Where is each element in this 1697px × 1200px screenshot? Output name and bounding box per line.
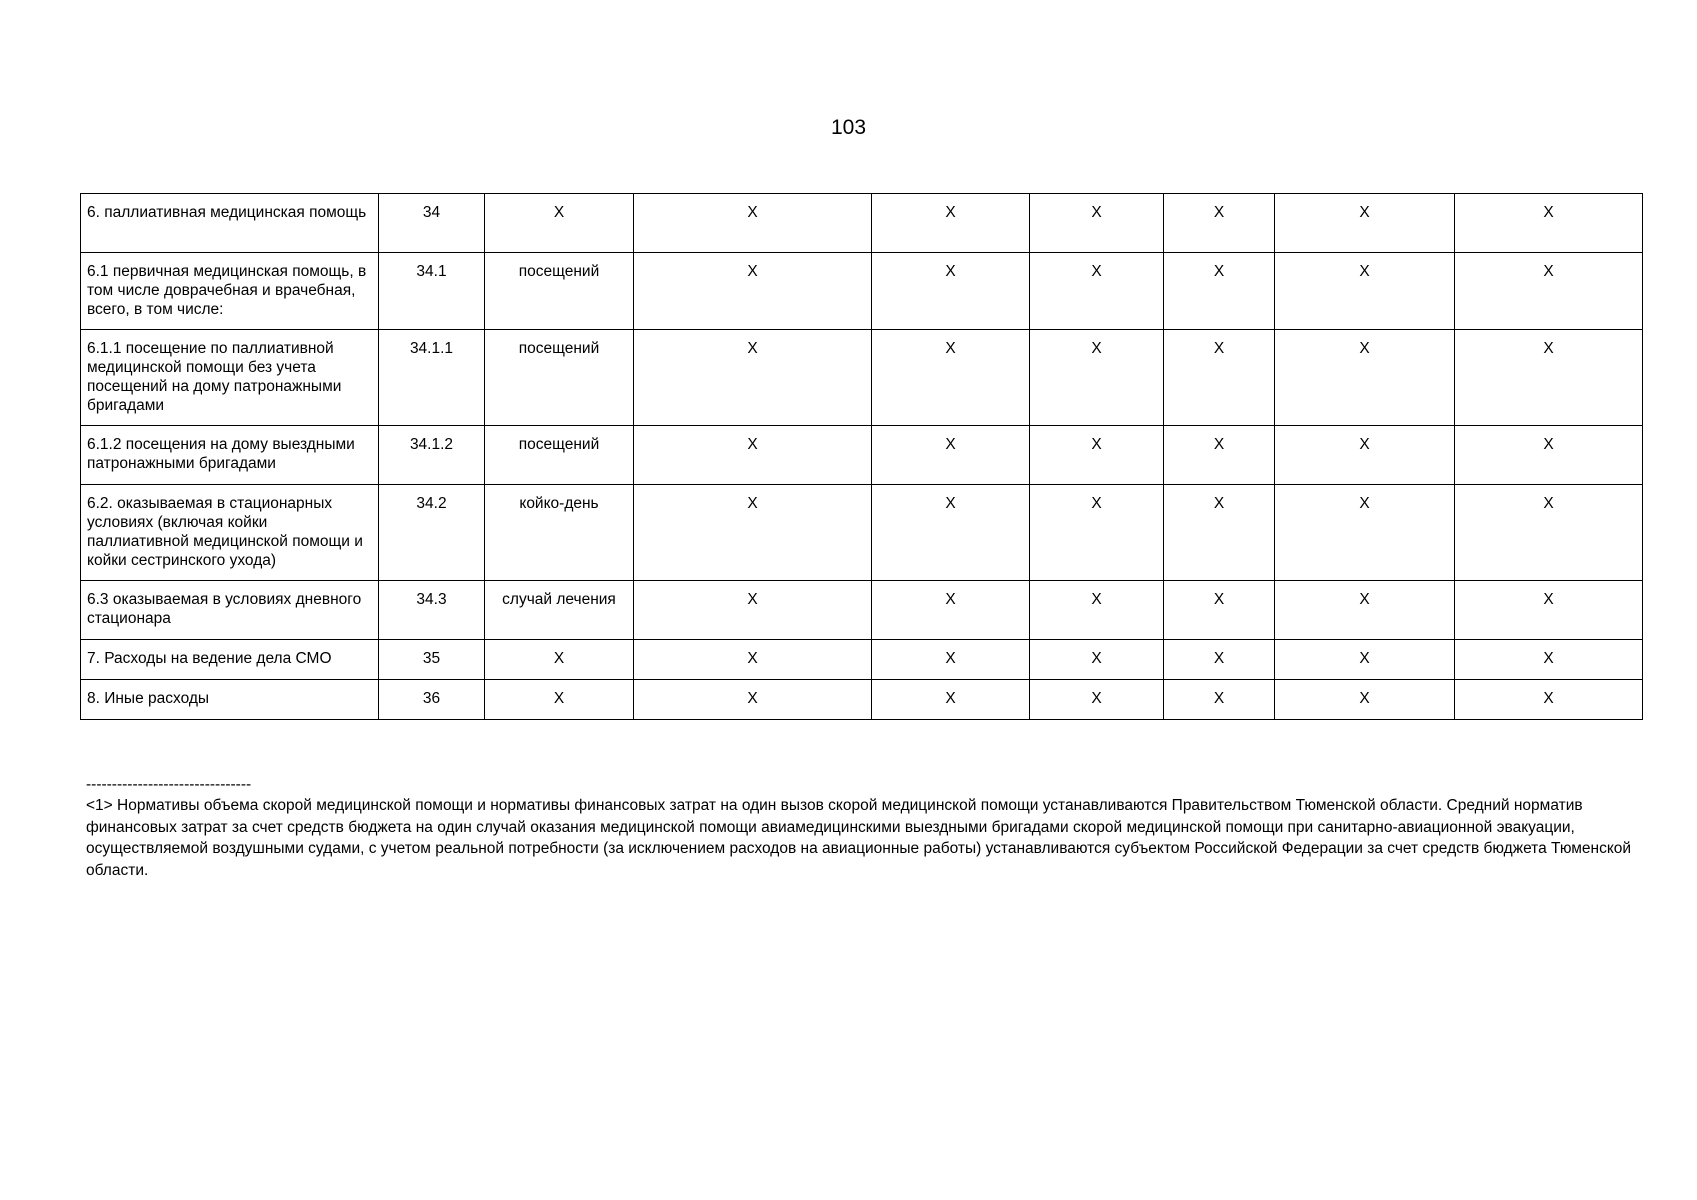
table-row bbox=[81, 330, 1643, 426]
table-row bbox=[81, 581, 1643, 640]
row-code-cell: 34 bbox=[379, 194, 485, 253]
value-cell: Х bbox=[634, 194, 872, 253]
value-cell: Х bbox=[1030, 253, 1164, 330]
value-cell: Х bbox=[1030, 330, 1164, 426]
value-cell: Х bbox=[634, 680, 872, 720]
table-row bbox=[81, 194, 1643, 253]
value-cell: Х bbox=[1455, 194, 1643, 253]
table-row bbox=[81, 640, 1643, 680]
row-unit-cell: койко-день bbox=[485, 485, 634, 581]
value-cell: Х bbox=[1030, 426, 1164, 485]
value-cell: Х bbox=[1164, 426, 1275, 485]
value-cell: Х bbox=[1275, 194, 1455, 253]
row-code-cell: 34.3 bbox=[379, 581, 485, 640]
value-cell: Х bbox=[1164, 640, 1275, 680]
value-cell: Х bbox=[1275, 485, 1455, 581]
row-name-cell: 6.2. оказываемая в стационарных условиях (включая койки паллиативной медицинской помощи и койки сестринского ухода) bbox=[81, 485, 379, 581]
financial-norms-table bbox=[80, 193, 1643, 720]
row-name-cell: 6.1.1 посещение по паллиативной медицинской помощи без учета посещений на дому патронажными бригадами bbox=[81, 330, 379, 426]
value-cell: Х bbox=[1164, 253, 1275, 330]
footnote-text: <1> Нормативы объема скорой медицинской помощи и нормативы финансовых затрат на один вызов скорой медицинской помощи устанавливаются Правительством Тюменской области. Средний норматив финансовых затрат за счет средств бюджета на один случай оказания медицинской помощи авиамедицинскими выездными бригадами скорой медицинской помощи при санитарно-авиационной эвакуации, осуществляемой воздушными судами, с учетом реальной потребности (за исключением расходов на авиационные работы) устанавливаются субъектом Российской Федерации за счет средств бюджета Тюменской области. bbox=[86, 797, 1632, 879]
value-cell: Х bbox=[634, 581, 872, 640]
value-cell: Х bbox=[1030, 581, 1164, 640]
table-row bbox=[81, 253, 1643, 330]
row-code-cell: 36 bbox=[379, 680, 485, 720]
value-cell: Х bbox=[1455, 640, 1643, 680]
value-cell: Х bbox=[1164, 581, 1275, 640]
row-name-cell: 6.1.2 посещения на дому выездными патронажными бригадами bbox=[81, 426, 379, 485]
row-name-cell: 7. Расходы на ведение дела СМО bbox=[81, 640, 379, 680]
footnote-separator: -------------------------------- bbox=[86, 776, 252, 793]
row-unit-cell: Х bbox=[485, 194, 634, 253]
row-code-cell: 34.1.1 bbox=[379, 330, 485, 426]
row-unit-cell: Х bbox=[485, 680, 634, 720]
value-cell: Х bbox=[634, 426, 872, 485]
table-row bbox=[81, 485, 1643, 581]
value-cell: Х bbox=[1275, 640, 1455, 680]
value-cell: Х bbox=[1275, 680, 1455, 720]
value-cell: Х bbox=[634, 640, 872, 680]
value-cell: Х bbox=[1030, 640, 1164, 680]
value-cell: Х bbox=[872, 194, 1030, 253]
value-cell: Х bbox=[1455, 485, 1643, 581]
row-code-cell: 34.1.2 bbox=[379, 426, 485, 485]
row-code-cell: 34.2 bbox=[379, 485, 485, 581]
value-cell: Х bbox=[1455, 426, 1643, 485]
row-unit-cell: посещений bbox=[485, 426, 634, 485]
value-cell: Х bbox=[1164, 194, 1275, 253]
value-cell: Х bbox=[872, 581, 1030, 640]
table-row bbox=[81, 426, 1643, 485]
page-number: 103 bbox=[830, 116, 867, 139]
value-cell: Х bbox=[1164, 680, 1275, 720]
row-unit-cell: Х bbox=[485, 640, 634, 680]
table-row bbox=[81, 680, 1643, 720]
value-cell: Х bbox=[1275, 330, 1455, 426]
value-cell: Х bbox=[1030, 194, 1164, 253]
value-cell: Х bbox=[1455, 330, 1643, 426]
value-cell: Х bbox=[1030, 485, 1164, 581]
row-unit-cell: посещений bbox=[485, 253, 634, 330]
row-unit-cell: случай лечения bbox=[485, 581, 634, 640]
value-cell: Х bbox=[872, 680, 1030, 720]
value-cell: Х bbox=[634, 330, 872, 426]
value-cell: Х bbox=[1455, 581, 1643, 640]
value-cell: Х bbox=[872, 253, 1030, 330]
value-cell: Х bbox=[1164, 330, 1275, 426]
row-name-cell: 6.1 первичная медицинская помощь, в том числе доврачебная и врачебная, всего, в том числе: bbox=[81, 253, 379, 330]
row-name-cell: 6.3 оказываемая в условиях дневного стационара bbox=[81, 581, 379, 640]
value-cell: Х bbox=[872, 426, 1030, 485]
value-cell: Х bbox=[1275, 253, 1455, 330]
value-cell: Х bbox=[1275, 581, 1455, 640]
footnote bbox=[86, 777, 1642, 881]
value-cell: Х bbox=[634, 485, 872, 581]
row-code-cell: 34.1 bbox=[379, 253, 485, 330]
value-cell: Х bbox=[1275, 426, 1455, 485]
row-name-cell: 6. паллиативная медицинская помощь bbox=[81, 194, 379, 253]
value-cell: Х bbox=[1455, 253, 1643, 330]
value-cell: Х bbox=[872, 330, 1030, 426]
value-cell: Х bbox=[1164, 485, 1275, 581]
value-cell: Х bbox=[1455, 680, 1643, 720]
row-code-cell: 35 bbox=[379, 640, 485, 680]
row-name-cell: 8. Иные расходы bbox=[81, 680, 379, 720]
value-cell: Х bbox=[1030, 680, 1164, 720]
row-unit-cell: посещений bbox=[485, 330, 634, 426]
value-cell: Х bbox=[872, 485, 1030, 581]
value-cell: Х bbox=[634, 253, 872, 330]
value-cell: Х bbox=[872, 640, 1030, 680]
